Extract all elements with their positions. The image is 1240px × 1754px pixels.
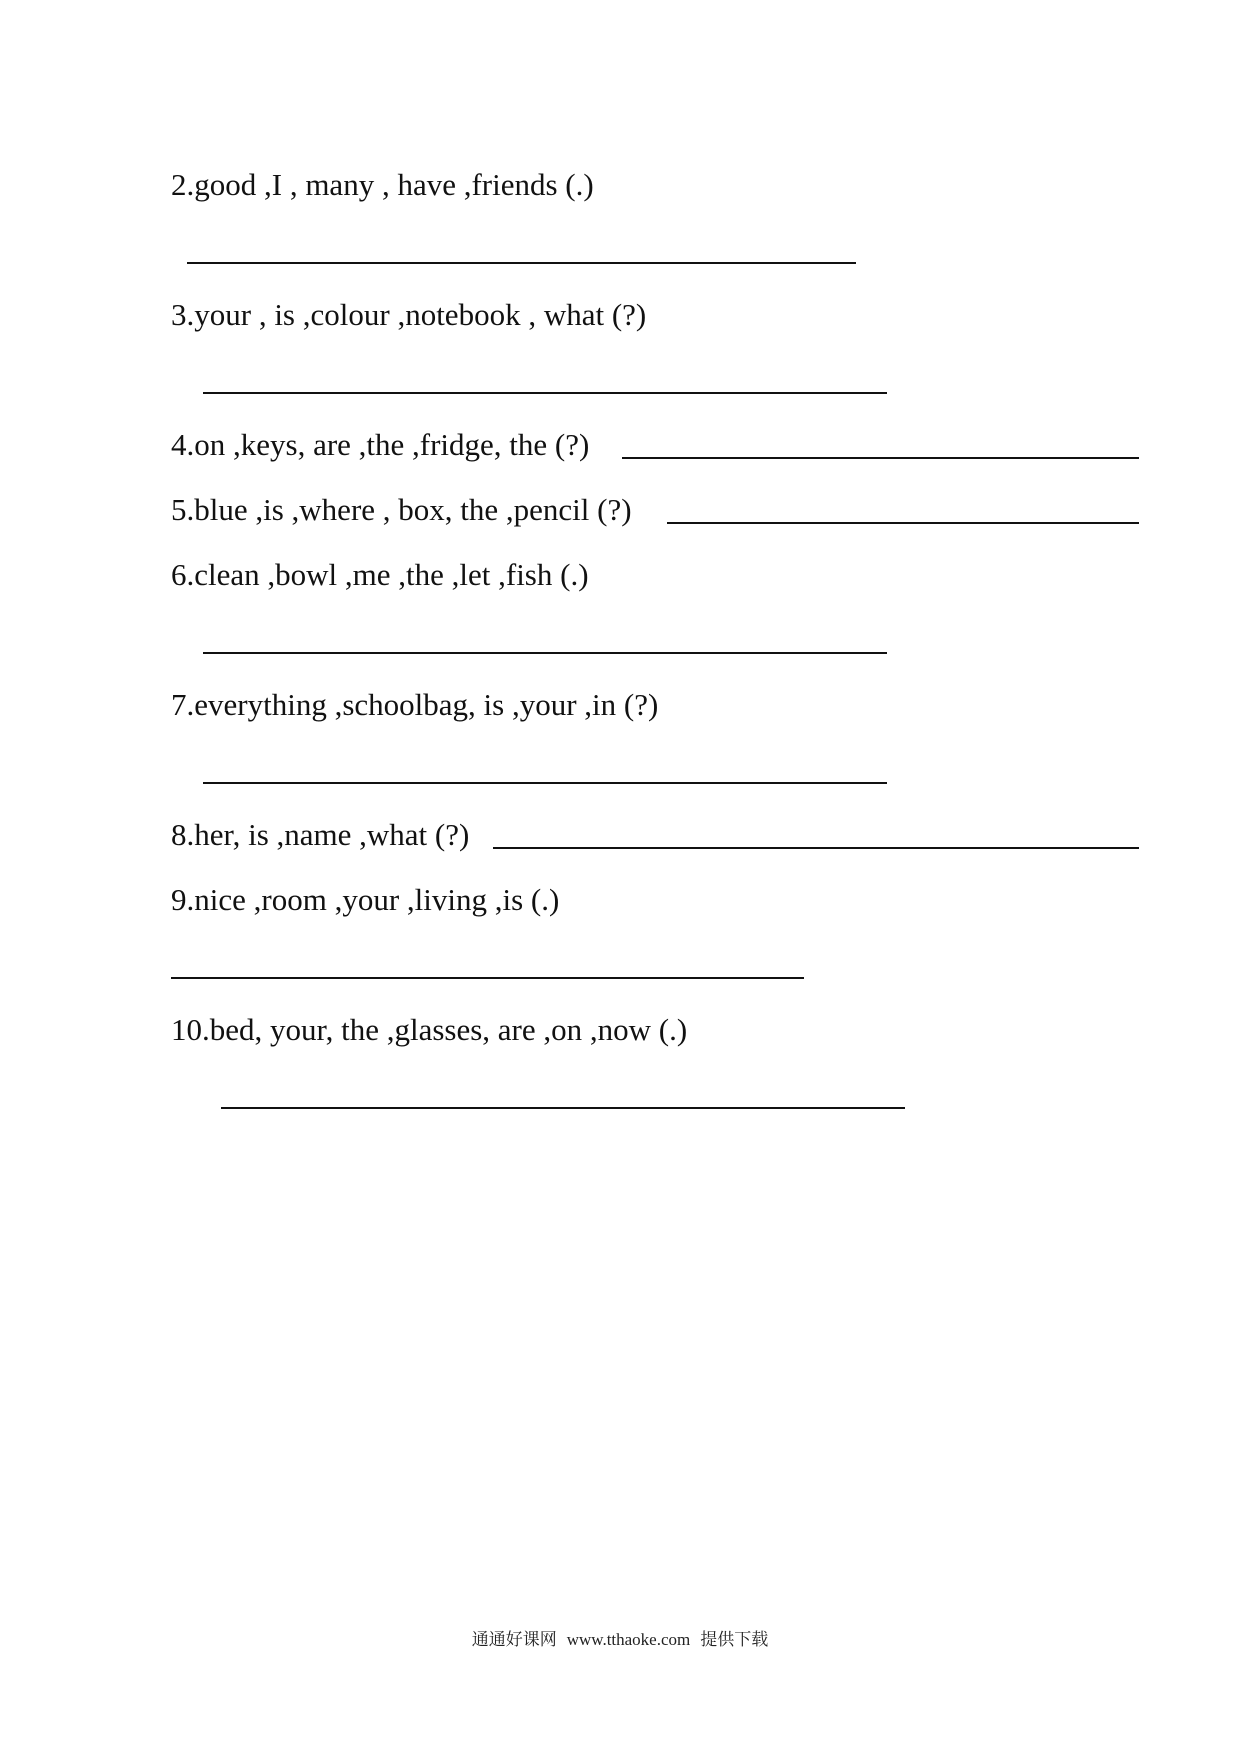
answer-line-6[interactable] — [203, 652, 887, 654]
answer-line-10[interactable] — [221, 1107, 905, 1109]
question-4: 4.on ,keys, are ,the ,fridge, the (?) — [171, 427, 590, 462]
question-2: 2.good ,I , many , have ,friends (.) — [171, 167, 594, 202]
answer-line-7[interactable] — [203, 782, 887, 784]
answer-line-4[interactable] — [622, 457, 1139, 459]
question-3: 3.your , is ,colour ,notebook , what (?) — [171, 297, 647, 332]
question-5: 5.blue ,is ,where , box, the ,pencil (?) — [171, 492, 632, 527]
footer-note: 提供下载 — [700, 1630, 769, 1649]
answer-line-8[interactable] — [493, 847, 1139, 849]
answer-line-3[interactable] — [203, 392, 887, 394]
answer-line-9[interactable] — [171, 977, 804, 979]
footer — [0, 1628, 1240, 1652]
question-7: 7.everything ,schoolbag, is ,your ,in (?) — [171, 687, 659, 722]
footer-url[interactable]: www.tthaoke.com — [566, 1630, 691, 1649]
question-8: 8.her, is ,name ,what (?) — [171, 817, 470, 852]
footer-site-name: 通通好课网 — [471, 1630, 557, 1649]
question-10: 10.bed, your, the ,glasses, are ,on ,now (.) — [171, 1012, 688, 1047]
answer-line-5[interactable] — [667, 522, 1139, 524]
question-9: 9.nice ,room ,your ,living ,is (.) — [171, 882, 560, 917]
answer-line-2[interactable] — [187, 262, 856, 264]
question-6: 6.clean ,bowl ,me ,the ,let ,fish (.) — [171, 557, 589, 592]
